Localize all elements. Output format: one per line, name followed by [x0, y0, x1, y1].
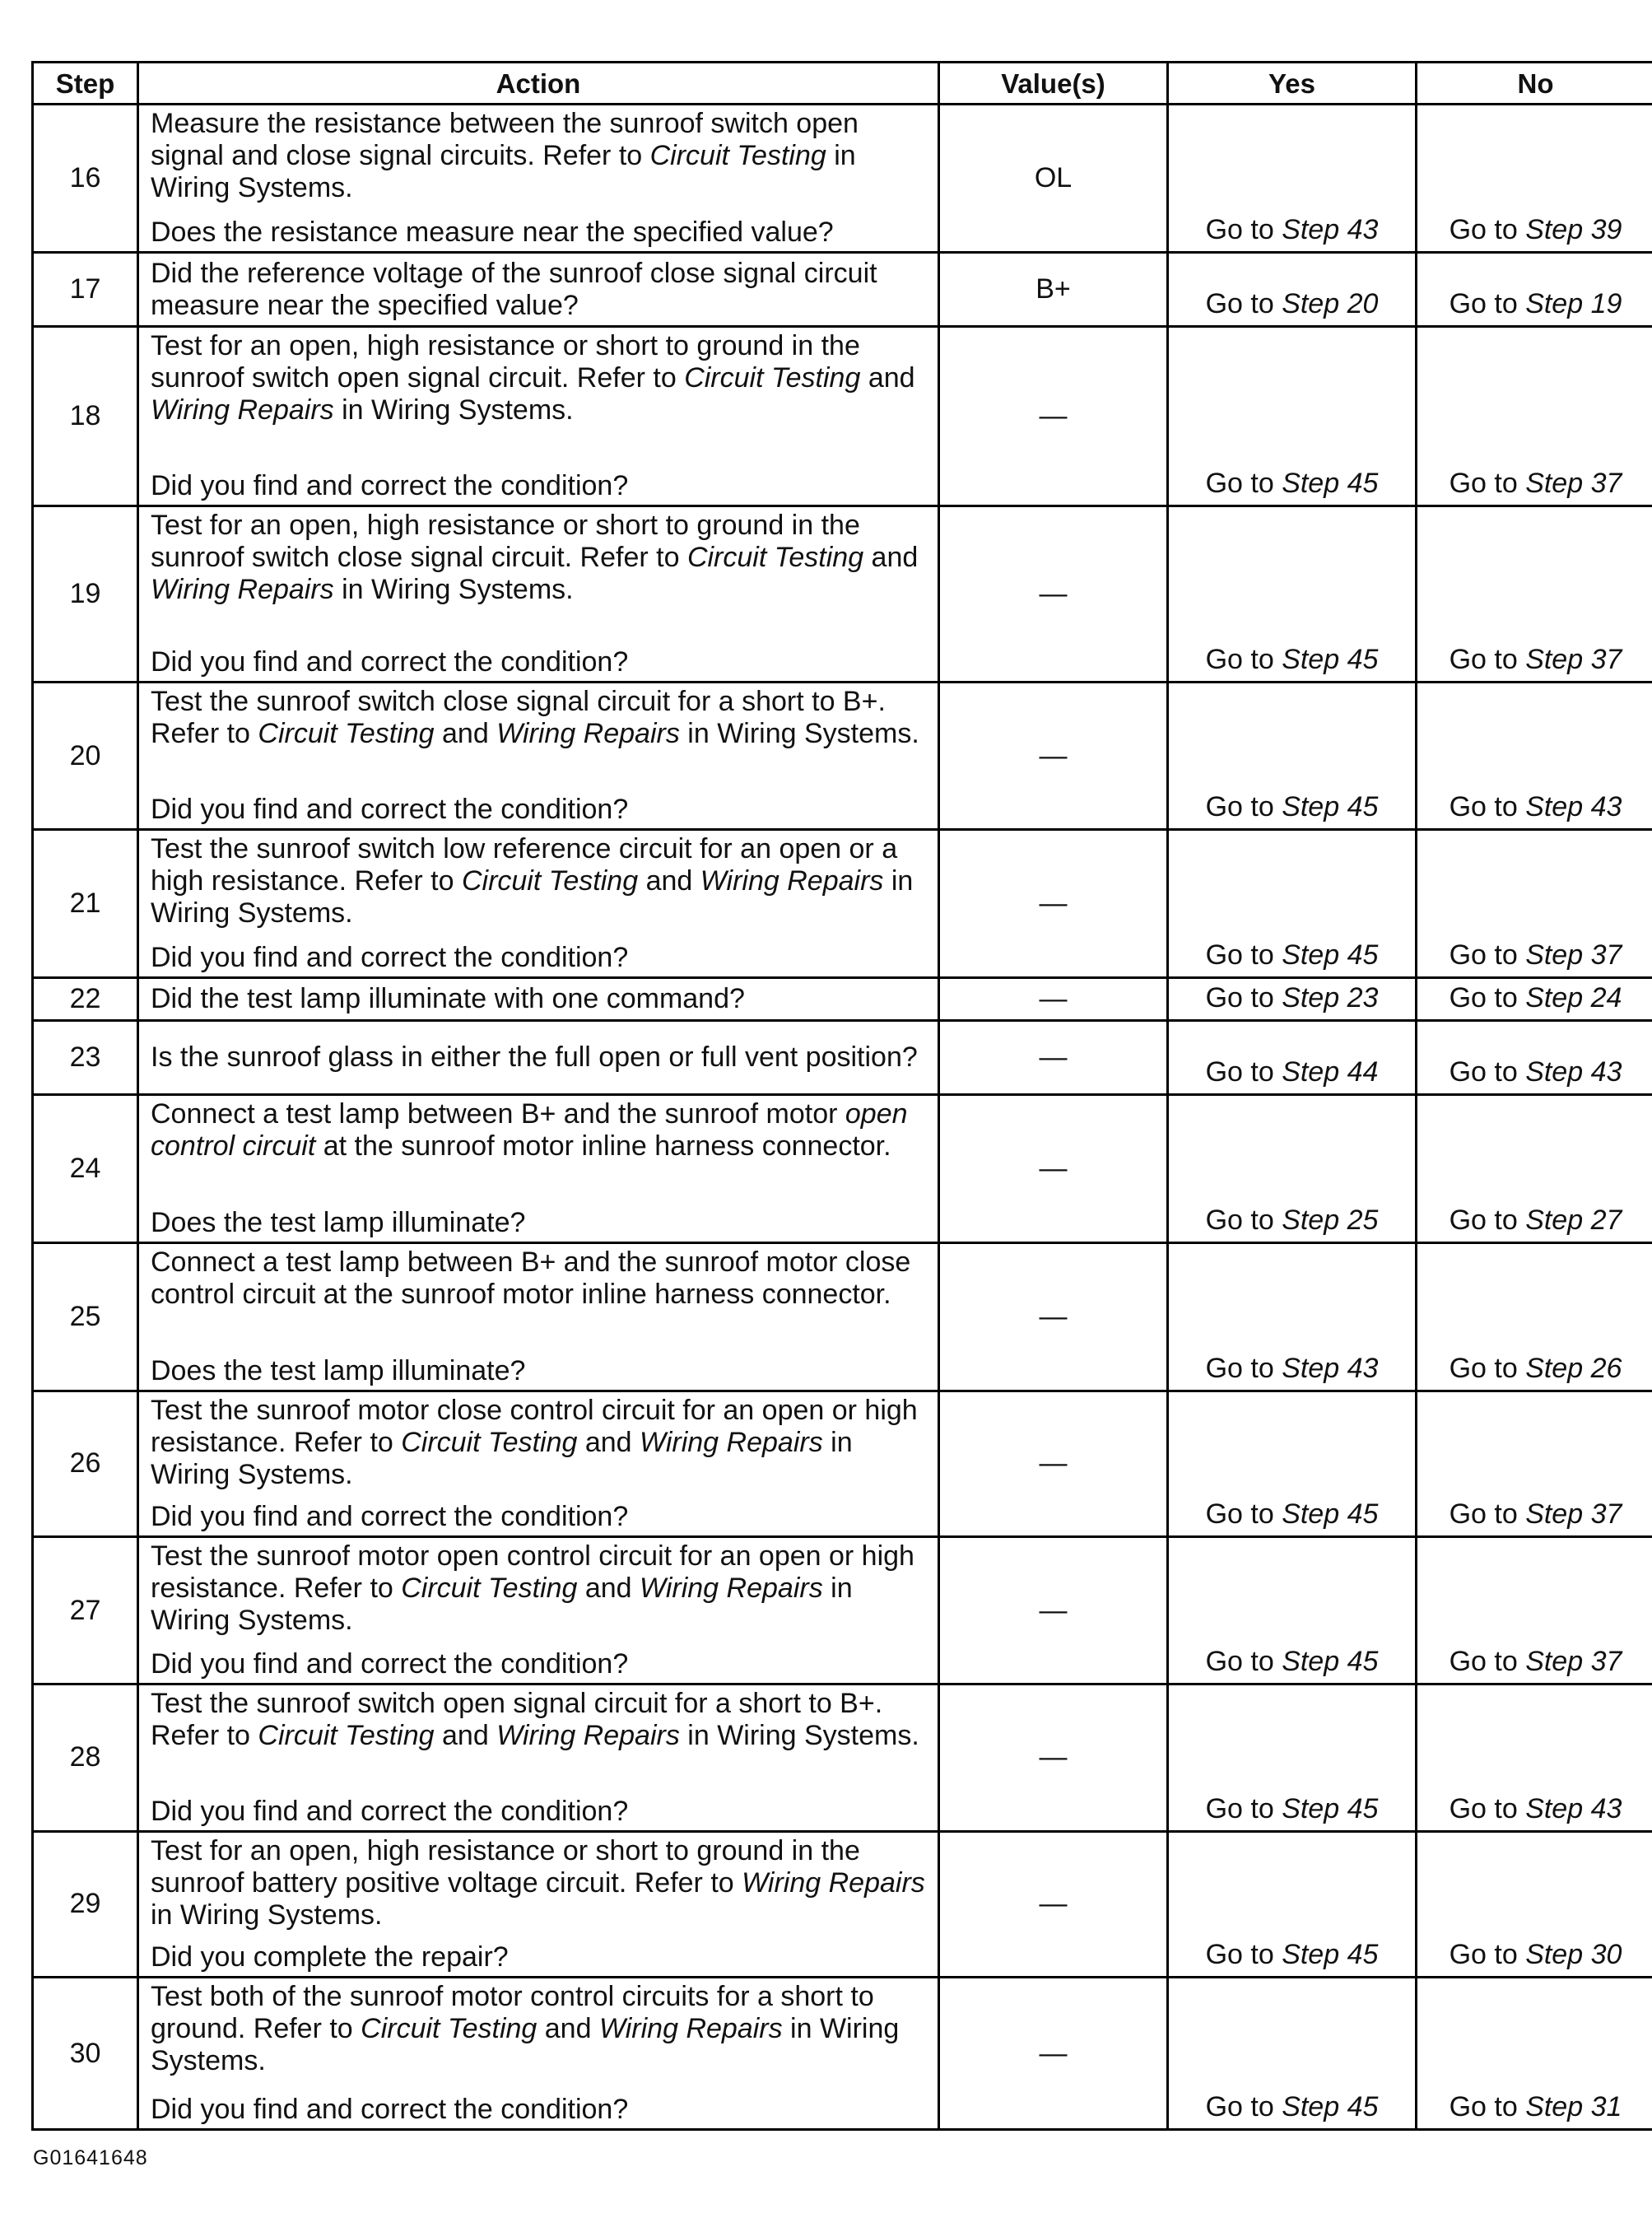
action-content [139, 1978, 938, 2128]
step-number: 19 [33, 506, 138, 682]
no-step-link: Step 30 [1525, 1939, 1622, 1971]
no-cell [1417, 683, 1652, 830]
instruction-reference: Circuit Testing [401, 1426, 578, 1458]
value-cell: — [939, 1831, 1168, 1978]
action-cell [138, 1243, 939, 1391]
no-goto: Go to [1449, 1352, 1526, 1384]
step-number: 25 [33, 1243, 138, 1391]
step-number: 23 [33, 1020, 138, 1095]
step-number: 28 [33, 1684, 138, 1831]
instruction-reference: Wiring Repairs [742, 1866, 925, 1899]
yes-goto: Go to [1205, 644, 1282, 676]
yes-cell [1168, 1243, 1417, 1391]
action-cell [138, 1537, 939, 1684]
no-step-link: Step 31 [1525, 2091, 1622, 2122]
yes-goto: Go to [1205, 2091, 1282, 2122]
action-cell [138, 1391, 939, 1537]
step-number: 30 [33, 1978, 138, 2130]
no-cell [1417, 1095, 1652, 1243]
action-question: Did you find and correct the condition? [151, 793, 629, 825]
instruction-text: Test the sunroof switch close signal circuit for a short to B+. Refer to [151, 686, 886, 750]
action-question: Did you find and correct the condition? [151, 1647, 629, 1680]
header-yes: Yes [1168, 63, 1417, 105]
action-content [139, 831, 938, 976]
instruction-text: in Wiring Systems. [333, 394, 574, 426]
instruction-text: Measure the resistance between the sunroof switch open signal and close signal circuits. Refer to [151, 108, 859, 171]
action-instruction [151, 1395, 934, 1491]
table-row [33, 252, 1652, 327]
instruction-text: Test the sunroof motor open control circuit for an open or high resistance. Refer to [151, 1540, 914, 1605]
instruction-text: in Wiring Systems. [151, 1426, 853, 1490]
action-content [139, 1685, 938, 1830]
instruction-reference: Wiring Repairs [640, 1426, 823, 1458]
value-cell: — [939, 327, 1168, 506]
no-step-link: Step 37 [1525, 1645, 1622, 1677]
value-cell: — [939, 506, 1168, 682]
no-step-link: Step 26 [1525, 1352, 1622, 1384]
step-number: 16 [33, 105, 138, 253]
table-row [33, 977, 1652, 1020]
table-row [33, 1684, 1652, 1831]
action-content [139, 1244, 938, 1390]
no-goto: Go to [1449, 2091, 1526, 2122]
action-question: Did you find and correct the condition? [151, 1795, 629, 1827]
action-content [139, 328, 938, 504]
yes-goto: Go to [1205, 1056, 1282, 1088]
action-question: Did you find and correct the condition? [151, 2094, 629, 2125]
yes-step-link: Step 25 [1282, 1205, 1379, 1237]
action-instruction [151, 1540, 934, 1637]
yes-step-link: Step 45 [1282, 467, 1379, 499]
yes-goto: Go to [1205, 981, 1282, 1013]
no-cell [1417, 1537, 1652, 1684]
yes-step-link: Step 45 [1282, 1498, 1379, 1531]
yes-cell [1168, 1391, 1417, 1537]
instruction-reference: Circuit Testing [649, 140, 826, 171]
no-step-link: Step 37 [1525, 644, 1622, 676]
value-cell: — [939, 683, 1168, 830]
no-cell [1417, 977, 1652, 1020]
table-row [33, 1095, 1652, 1243]
yes-goto: Go to [1205, 790, 1282, 822]
yes-goto: Go to [1205, 1792, 1282, 1824]
instruction-text: in Wiring Systems. [151, 1899, 383, 1931]
action-content [139, 1392, 938, 1536]
diagnostic-table [31, 61, 1652, 2131]
action-instruction [151, 330, 934, 426]
instruction-reference: Circuit Testing [361, 2013, 537, 2045]
table-row [33, 1243, 1652, 1391]
no-cell [1417, 1978, 1652, 2130]
yes-goto: Go to [1205, 1645, 1282, 1677]
value-cell: B+ [939, 252, 1168, 327]
value-cell: — [939, 1978, 1168, 2130]
no-step-link: Step 37 [1525, 939, 1622, 971]
yes-step-link: Step 45 [1282, 644, 1379, 676]
yes-goto: Go to [1205, 939, 1282, 971]
instruction-text: and [863, 541, 919, 573]
instruction-reference: Wiring Repairs [496, 1719, 680, 1751]
instruction-text: Connect a test lamp between B+ and the sunroof motor close control circuit at the sunroof motor inline harness connector. [151, 1246, 911, 1311]
yes-goto: Go to [1205, 213, 1282, 245]
yes-step-link: Step 45 [1282, 1939, 1379, 1971]
instruction-text: at the sunroof motor inline harness connector. [315, 1130, 891, 1163]
yes-step-link: Step 23 [1282, 981, 1379, 1013]
instruction-text: and [577, 1426, 640, 1458]
instruction-reference: Wiring Repairs [640, 1573, 823, 1605]
instruction-text: Test the sunroof switch open signal circuit for a short to B+. Refer to [151, 1687, 883, 1751]
action-question: Does the test lamp illuminate? [151, 1354, 526, 1386]
instruction-text: Test the sunroof motor close control circuit for an open or high resistance. Refer to [151, 1394, 918, 1458]
table-row [33, 506, 1652, 682]
instruction-reference: Circuit Testing [684, 362, 861, 394]
yes-step-link: Step 44 [1282, 1056, 1379, 1088]
instruction-text: in Wiring Systems. [679, 718, 919, 750]
yes-step-link: Step 45 [1282, 2091, 1379, 2122]
no-goto: Go to [1449, 1645, 1526, 1677]
instruction-text: Test for an open, high resistance or short to ground in the sunroof battery positive voltage circuit. Refer to [151, 1834, 860, 1899]
instruction-text: in Wiring Systems. [151, 140, 856, 203]
yes-cell [1168, 1095, 1417, 1243]
value-cell: — [939, 1537, 1168, 1684]
value-cell: — [939, 1243, 1168, 1391]
step-number: 22 [33, 977, 138, 1020]
action-content [139, 1022, 938, 1094]
action-question: Did you find and correct the condition? [151, 646, 629, 678]
no-step-link: Step 27 [1525, 1205, 1622, 1237]
action-cell [138, 683, 939, 830]
action-instruction [151, 1835, 934, 1931]
action-content [139, 1833, 938, 1977]
instruction-reference: Wiring Repairs [700, 864, 884, 897]
yes-cell [1168, 1537, 1417, 1684]
no-goto: Go to [1449, 939, 1526, 971]
action-question: Did you find and correct the condition? [151, 941, 629, 973]
step-number: 17 [33, 252, 138, 327]
yes-cell [1168, 506, 1417, 682]
table-row [33, 829, 1652, 977]
instruction-text: and [860, 362, 915, 394]
action-cell [138, 327, 939, 506]
yes-cell [1168, 1020, 1417, 1095]
yes-goto: Go to [1205, 1498, 1282, 1531]
instruction-reference: Wiring Repairs [496, 718, 680, 750]
action-instruction [151, 1246, 934, 1311]
no-step-link: Step 37 [1525, 1498, 1622, 1531]
instruction-text: in Wiring Systems. [151, 1573, 853, 1637]
action-instruction [151, 686, 934, 750]
action-instruction [151, 108, 934, 204]
no-step-link: Step 43 [1525, 1792, 1622, 1824]
step-number: 29 [33, 1831, 138, 1978]
instruction-reference: Circuit Testing [461, 864, 639, 897]
yes-step-link: Step 45 [1282, 1792, 1379, 1824]
no-goto: Go to [1449, 1939, 1526, 1971]
action-question: Does the test lamp illuminate? [151, 1207, 526, 1239]
action-question: Did you find and correct the condition? [151, 469, 629, 501]
no-cell [1417, 829, 1652, 977]
instruction-text: and [638, 864, 700, 897]
yes-step-link: Step 45 [1282, 1645, 1379, 1677]
yes-step-link: Step 45 [1282, 790, 1379, 822]
step-number: 21 [33, 829, 138, 977]
yes-goto: Go to [1205, 1205, 1282, 1237]
yes-step-link: Step 43 [1282, 213, 1379, 245]
action-cell [138, 1020, 939, 1095]
step-number: 18 [33, 327, 138, 506]
value-cell: OL [939, 105, 1168, 253]
instruction-reference: Circuit Testing [258, 718, 435, 750]
instruction-text: in Wiring Systems. [333, 573, 574, 605]
action-cell [138, 252, 939, 327]
no-goto: Go to [1449, 1498, 1526, 1531]
no-cell [1417, 252, 1652, 327]
yes-goto: Go to [1205, 1939, 1282, 1971]
yes-cell [1168, 1684, 1417, 1831]
action-instruction [151, 833, 934, 930]
instruction-text: Test for an open, high resistance or short to ground in the sunroof switch close signal circuit. Refer to [151, 509, 860, 573]
action-content [139, 1538, 938, 1683]
figure-id: G01641648 [33, 2146, 148, 2169]
no-goto: Go to [1449, 288, 1526, 320]
yes-cell [1168, 977, 1417, 1020]
table-row [33, 1537, 1652, 1684]
yes-cell [1168, 1831, 1417, 1978]
instruction-reference: Circuit Testing [258, 1719, 435, 1751]
instruction-reference: open control circuit [151, 1098, 908, 1163]
action-cell [138, 1831, 939, 1978]
header-step: Step [33, 63, 138, 105]
header-no: No [1417, 63, 1652, 105]
no-step-link: Step 24 [1525, 981, 1622, 1013]
action-cell [138, 829, 939, 977]
action-question: Did the reference voltage of the sunroof close signal circuit measure near the specified value? [151, 257, 877, 321]
instruction-text: and [537, 2013, 599, 2045]
instruction-text: Test the sunroof switch low reference circuit for an open or a high resistance. Refer to [151, 832, 898, 897]
action-content [139, 979, 938, 1019]
table-row [33, 105, 1652, 253]
header-row [33, 63, 1652, 105]
action-instruction [151, 1981, 934, 2077]
action-content [139, 1096, 938, 1242]
yes-goto: Go to [1205, 1352, 1282, 1384]
value-cell: — [939, 1020, 1168, 1095]
instruction-text: Test both of the sunroof motor control circuits for a short to ground. Refer to [151, 1981, 874, 2045]
yes-step-link: Step 45 [1282, 939, 1379, 971]
action-question: Did you find and correct the condition? [151, 1501, 629, 1533]
table-row [33, 683, 1652, 830]
header-values: Value(s) [939, 63, 1168, 105]
instruction-reference: Wiring Repairs [598, 2013, 783, 2045]
value-cell: — [939, 977, 1168, 1020]
instruction-text: and [434, 718, 497, 750]
action-instruction [151, 1098, 934, 1163]
instruction-text: in Wiring Systems. [151, 2013, 900, 2077]
step-number: 20 [33, 683, 138, 830]
no-cell [1417, 1831, 1652, 1978]
no-cell [1417, 327, 1652, 506]
action-cell [138, 105, 939, 253]
no-goto: Go to [1449, 981, 1526, 1013]
yes-cell [1168, 105, 1417, 253]
value-cell: — [939, 1684, 1168, 1831]
action-instruction [151, 510, 934, 606]
instruction-reference: Wiring Repairs [151, 573, 334, 605]
value-cell: — [939, 829, 1168, 977]
action-content [139, 254, 938, 326]
action-question: Is the sunroof glass in either the full open or full vent position? [151, 1041, 918, 1073]
no-step-link: Step 19 [1525, 288, 1622, 320]
step-number: 26 [33, 1391, 138, 1537]
table-row [33, 327, 1652, 506]
step-number: 24 [33, 1095, 138, 1243]
yes-step-link: Step 20 [1282, 288, 1379, 320]
no-step-link: Step 43 [1525, 1056, 1622, 1088]
no-cell [1417, 1020, 1652, 1095]
yes-cell [1168, 327, 1417, 506]
instruction-text: in Wiring Systems. [151, 864, 914, 929]
yes-cell [1168, 1978, 1417, 2130]
no-goto: Go to [1449, 1205, 1526, 1237]
action-question: Does the resistance measure near the specified value? [151, 216, 834, 248]
instruction-text: Connect a test lamp between B+ and the sunroof motor [151, 1098, 845, 1130]
instruction-text: Test for an open, high resistance or short to ground in the sunroof switch open signal circuit. Refer to [151, 330, 860, 394]
yes-step-link: Step 43 [1282, 1352, 1379, 1384]
action-question: Did you complete the repair? [151, 1941, 509, 1973]
no-goto: Go to [1449, 644, 1526, 676]
no-goto: Go to [1449, 1792, 1526, 1824]
table-row [33, 1978, 1652, 2130]
no-cell [1417, 1243, 1652, 1391]
no-step-link: Step 37 [1525, 467, 1622, 499]
instruction-text: and [434, 1719, 497, 1751]
no-goto: Go to [1449, 1056, 1526, 1088]
action-cell [138, 1978, 939, 2130]
yes-goto: Go to [1205, 467, 1282, 499]
action-cell [138, 1095, 939, 1243]
no-step-link: Step 43 [1525, 790, 1622, 822]
yes-goto: Go to [1205, 288, 1282, 320]
yes-cell [1168, 252, 1417, 327]
instruction-reference: Circuit Testing [401, 1573, 578, 1605]
instruction-text: and [577, 1573, 640, 1605]
no-cell [1417, 1391, 1652, 1537]
action-instruction [151, 1688, 934, 1752]
action-cell [138, 977, 939, 1020]
action-content [139, 507, 938, 681]
instruction-text: in Wiring Systems. [679, 1719, 919, 1751]
action-cell [138, 506, 939, 682]
no-cell [1417, 1684, 1652, 1831]
table-row [33, 1020, 1652, 1095]
action-content [139, 105, 938, 251]
instruction-reference: Wiring Repairs [151, 394, 334, 426]
yes-cell [1168, 829, 1417, 977]
no-goto: Go to [1449, 213, 1526, 245]
table-row [33, 1831, 1652, 1978]
action-cell [138, 1684, 939, 1831]
no-cell [1417, 105, 1652, 253]
value-cell: — [939, 1391, 1168, 1537]
action-question: Did the test lamp illuminate with one command? [151, 982, 745, 1014]
action-content [139, 683, 938, 828]
no-step-link: Step 39 [1525, 213, 1622, 245]
value-cell: — [939, 1095, 1168, 1243]
no-cell [1417, 506, 1652, 682]
header-action: Action [138, 63, 939, 105]
table-row [33, 1391, 1652, 1537]
no-goto: Go to [1449, 467, 1526, 499]
yes-cell [1168, 683, 1417, 830]
no-goto: Go to [1449, 790, 1526, 822]
instruction-reference: Circuit Testing [686, 541, 864, 573]
step-number: 27 [33, 1537, 138, 1684]
